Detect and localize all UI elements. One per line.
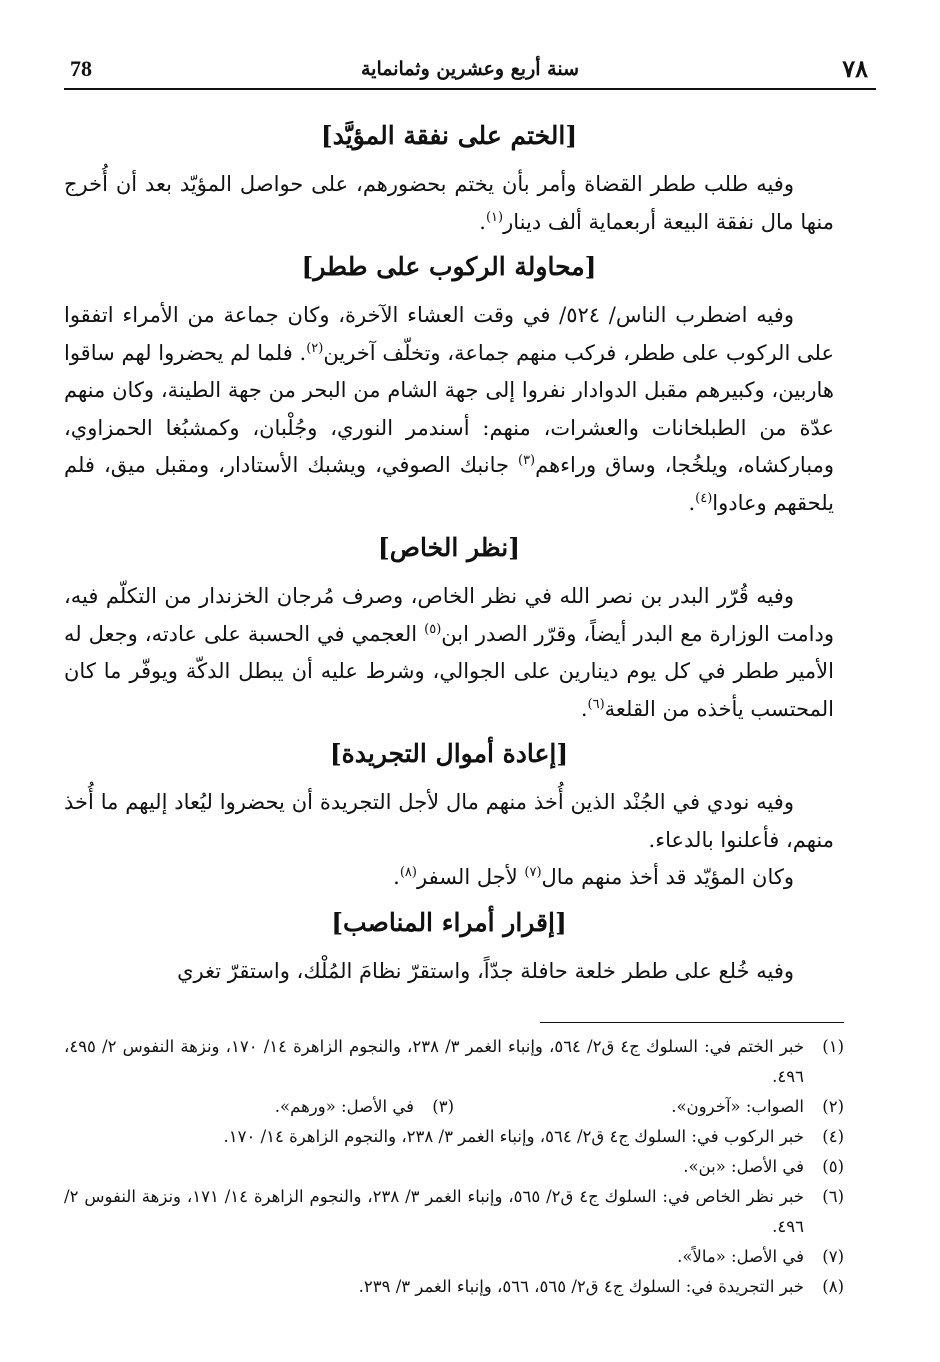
- running-title: سنة أربع وعشرين وثمانماية: [360, 58, 579, 80]
- footnote-item: [64, 1092, 454, 1122]
- footnote-number: (٦): [822, 1187, 844, 1206]
- paragraph: [64, 859, 834, 897]
- paragraph: [64, 297, 834, 522]
- footnote-number: (٨): [822, 1277, 844, 1296]
- footnote-item: [64, 1032, 844, 1092]
- footnote-marker[interactable]: (٦): [587, 696, 605, 712]
- paragraph-tail: . فلما لم يحضروا لهم ساقوا هاربين، وكبيرهم مقبل الدوادار نفروا إلى جهة الشام من البحر من جهة الطينة، وكان منهم عدّة من الطبلخانات والعشرات، منهم: أسندمر النوري، وجُلْبان، وكمشبُغا الحمزاوي، ومباركشاه، ويلخُجا، وساق وراءهم: [64, 340, 834, 477]
- footnote-marker[interactable]: (٨): [399, 865, 417, 880]
- footnote-marker[interactable]: (٣): [517, 453, 536, 468]
- section-heading: [إعادة أموال التجريدة]: [329, 739, 569, 768]
- footnote-marker[interactable]: (١): [485, 209, 504, 225]
- footnote-item: [454, 1092, 844, 1122]
- footnote-number: (٢): [822, 1097, 844, 1116]
- paragraph-tail: .: [393, 865, 400, 889]
- footnote-text: خبر نظر الخاص في: السلوك ج٤ ق٢/ ٥٦٥، وإنباء الغمر ٣/ ٢٣٨، والنجوم الزاهرة ١٤/ ١٧١، ونزهة النفوس ٢/ ٤٩٦.: [64, 1187, 804, 1236]
- footnote-pair: [64, 1092, 844, 1122]
- section-heading: [نظر الخاص]: [377, 533, 521, 562]
- footnote-number: (٧): [822, 1247, 844, 1266]
- paragraph-tail: .: [479, 209, 486, 234]
- footnote-rule: [540, 1022, 844, 1023]
- footnote-text: في الأصل: «ورهم».: [274, 1097, 414, 1116]
- footnote-marker[interactable]: (٧): [524, 865, 542, 880]
- footnote-number: (٤): [822, 1127, 844, 1146]
- footnote-text: في الأصل: «مالاً».: [677, 1247, 804, 1266]
- footnote-text: خبر الختم في: السلوك ج٤ ق٢/ ٥٦٤، وإنباء الغمر ٣/ ٢٣٨، والنجوم الزاهرة ١٤/ ١٧٠، ونزهة النفوس ٢/ ٤٩٥، ٤٩٦.: [64, 1037, 805, 1086]
- section-heading: [الختم على نفقة المؤيَّد]: [320, 121, 578, 150]
- footnote-number: (١): [822, 1037, 844, 1056]
- footnotes: [64, 1032, 844, 1302]
- paragraph-tail: لأجل السفر: [416, 865, 525, 889]
- paragraph-tail: .: [688, 490, 696, 515]
- paragraph-text: وكان المؤيّد قد أخذ منهم مال: [541, 865, 794, 889]
- footnote-item: [64, 1182, 844, 1242]
- footnote-number: (٥): [822, 1157, 844, 1176]
- paragraph-text: وفيه خُلع على ططر خلعة حافلة جدّاً، واستقرّ نظامَ المُلْك، واستقرّ تغري: [177, 958, 794, 983]
- paragraph: [64, 578, 834, 728]
- footnote-text: الصواب: «آخرون».: [671, 1097, 804, 1116]
- header-rule: [64, 88, 876, 90]
- page-header: [64, 52, 876, 88]
- footnote-marker[interactable]: (٢): [306, 340, 324, 356]
- page-number-latin: 78: [70, 56, 92, 81]
- footnote-number: (٣): [432, 1097, 454, 1116]
- paragraph: [64, 166, 834, 241]
- footnote-marker[interactable]: (٥): [424, 621, 442, 637]
- paragraph: [64, 784, 834, 859]
- paragraph-text: وفيه نودي في الجُنْد الذين أُخذ منهم مال لأجل التجريدة أن يحضروا ليُعاد إليهم ما أُخذ منهم، فأعلنوا بالدعاء.: [64, 790, 834, 852]
- footnote-item: [64, 1152, 844, 1182]
- footnote-item: [64, 1122, 844, 1152]
- footnote-text: في الأصل: «بن».: [683, 1157, 804, 1176]
- footnote-marker[interactable]: (٤): [695, 490, 713, 506]
- paragraph: [64, 953, 834, 991]
- footnote-text: خبر الركوب في: السلوك ج٤ ق٢/ ٥٦٤، وإنباء الغمر ٣/ ٢٣٨، والنجوم الزاهرة ١٤/ ١٧٠.: [223, 1127, 804, 1146]
- paragraph-tail: جانبك الصوفي، ويشبك الأستادار، ومقبل ميق، فلم يلحقهم وعادوا: [64, 453, 834, 515]
- paragraph-text: وفيه اضطرب الناس/ ٥٢٤/ في وقت العشاء الآخرة، وكان جماعة من الأمراء اتفقوا على الركوب على ططر، فركب منهم جماعة، وتخلّف آخرين: [64, 303, 835, 365]
- footnote-text: خبر التجريدة في: السلوك ج٤ ق٢/ ٥٦٥، ٥٦٦، وإنباء الغمر ٣/ ٢٣٩.: [358, 1277, 804, 1296]
- footnote-item: [64, 1272, 844, 1302]
- page-number-arabic: ٧٨: [842, 54, 868, 83]
- paragraph-text: وفيه طلب ططر القضاة وأمر بأن يختم بحضورهم، على حواصل المؤيّد بعد أن أُخرج منها مال نفقة البيعة أربعماية ألف دينار: [64, 172, 834, 234]
- paragraph-text: وفيه قُرّر البدر بن نصر الله في نظر الخاص، وصرف مُرجان الخزندار من التكلّم فيه، ودامت الوزارة مع البدر أيضاً، وقرّر الصدر ابن: [64, 584, 834, 646]
- section-heading: [محاولة الركوب على ططر]: [301, 252, 597, 281]
- paragraph-tail: .: [580, 696, 588, 721]
- section-heading: [إقرار أمراء المناصب]: [331, 907, 567, 937]
- paragraph-tail: العجمي في الحسبة على عادته، وجعل له الأمير ططر في كل يوم دينارين على الجوالي، وشرط عليه أن يبطل الدكّة ويوفّر ما كان المحتسب يأخذه من القلعة: [64, 621, 834, 721]
- main-text: [64, 110, 834, 990]
- footnote-item: [64, 1242, 844, 1272]
